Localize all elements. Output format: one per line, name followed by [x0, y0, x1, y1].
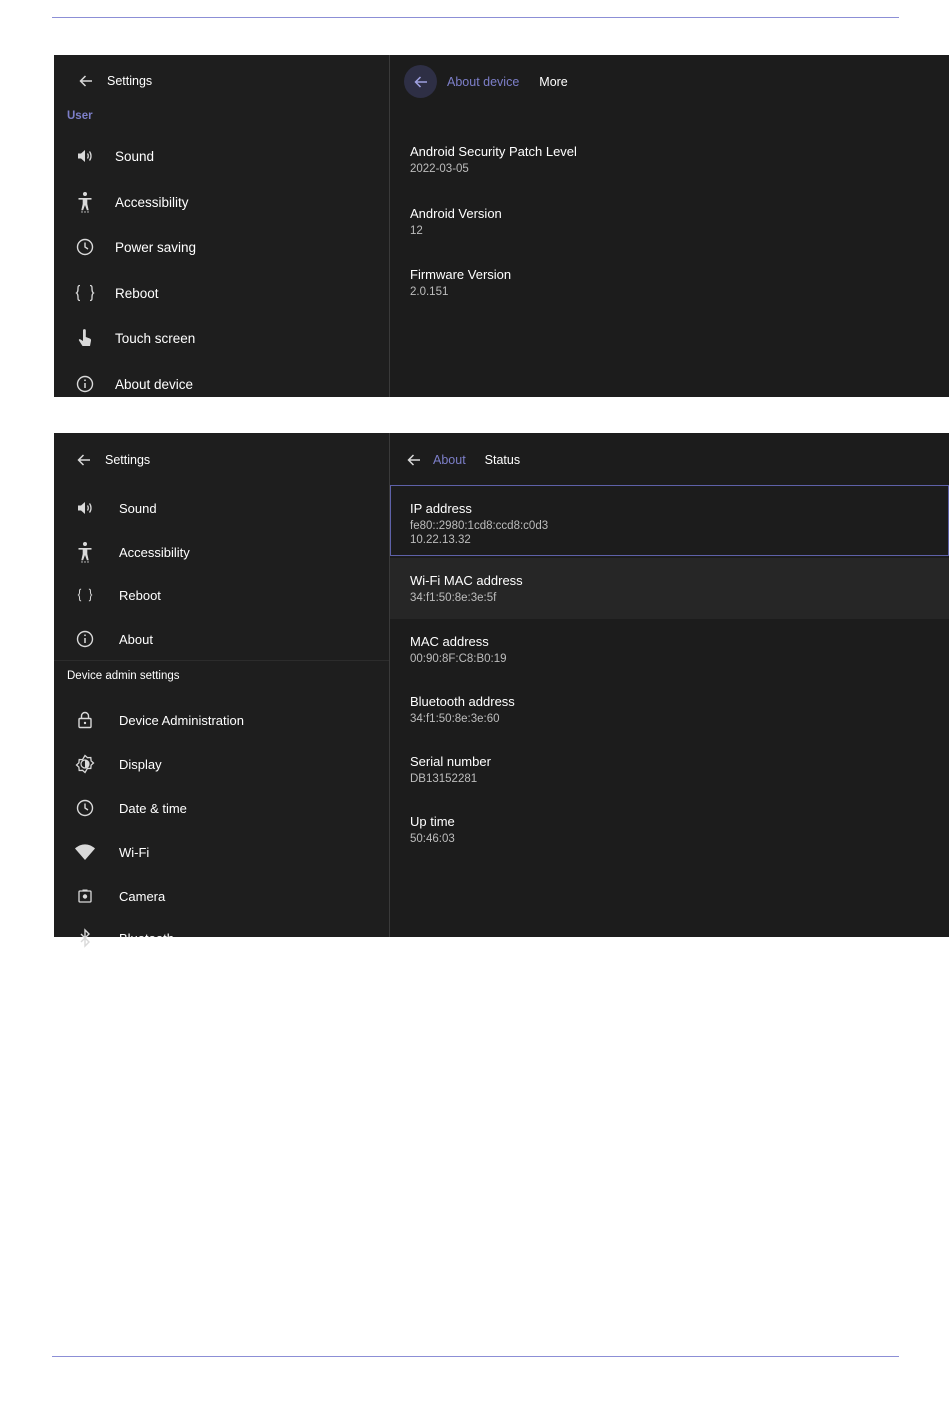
info-item-android-version — [410, 206, 502, 238]
sidebar-item-label: Device Administration — [119, 712, 244, 728]
sidebar-item-label: About device — [115, 376, 194, 392]
info-icon — [72, 373, 98, 395]
back-arrow-icon[interactable] — [74, 450, 94, 470]
section-label-user: User — [67, 110, 93, 122]
sidebar-header — [76, 71, 152, 91]
sidebar-item-bluetooth[interactable] — [72, 923, 379, 953]
sidebar-item-reboot[interactable] — [72, 278, 379, 308]
section-label-device-admin: Device admin settings — [67, 670, 180, 682]
sidebar-item-label: Date & time — [119, 800, 187, 816]
info-value: 2022-03-05 — [410, 163, 469, 175]
accessibility-icon — [72, 191, 98, 213]
info-title: Android Version — [410, 206, 502, 221]
sidebar-item-about-device[interactable] — [72, 369, 379, 399]
breadcrumb[interactable]: About — [433, 453, 466, 467]
sidebar-item-sound[interactable] — [72, 493, 379, 523]
back-arrow-icon[interactable] — [76, 71, 96, 91]
touch-icon — [72, 327, 98, 349]
braces-icon — [72, 282, 98, 304]
page-title: More — [539, 74, 568, 89]
sidebar-item-device-administration[interactable] — [72, 705, 379, 735]
sidebar-item-display[interactable] — [72, 749, 379, 779]
status-row-mac-address[interactable] — [390, 619, 949, 679]
about-device-pane — [390, 55, 949, 397]
brightness-icon — [72, 753, 98, 775]
status-item — [410, 694, 515, 726]
braces-icon — [72, 584, 98, 606]
sidebar-item-label: Bluetooth — [119, 930, 174, 946]
info-title: Up time — [410, 814, 455, 829]
info-value: 12 — [410, 225, 423, 237]
sidebar-item-accessibility[interactable] — [72, 187, 379, 217]
sidebar-item-label: Reboot — [115, 285, 159, 301]
sidebar-item-label: About — [119, 631, 153, 647]
accessibility-icon — [72, 541, 98, 563]
sidebar-item-label: Camera — [119, 888, 166, 904]
status-item — [410, 634, 507, 666]
status-item — [410, 814, 455, 846]
bluetooth-icon — [72, 927, 98, 949]
about-status-screenshot — [54, 433, 949, 946]
about-device-screenshot — [54, 55, 949, 397]
sidebar-item-touch-screen[interactable] — [72, 323, 379, 353]
sidebar-item-label: Display — [119, 756, 162, 772]
sidebar-item-label: Wi-Fi — [119, 844, 150, 860]
info-value: fe80::2980:1cd8:ccd8:c0d3 — [410, 520, 549, 532]
sidebar-header — [74, 450, 150, 470]
status-item — [410, 573, 523, 605]
about-status-pane — [390, 433, 949, 937]
info-value: 34:f1:50:8e:3e:5f — [410, 592, 497, 604]
pane-header — [404, 65, 568, 98]
sidebar-item-camera[interactable] — [72, 881, 379, 911]
info-value: 34:f1:50:8e:3e:60 — [410, 713, 500, 725]
sidebar-item-label: Touch screen — [115, 330, 196, 346]
wifi-icon — [72, 841, 98, 863]
info-value: 50:46:03 — [410, 833, 455, 845]
info-title: Bluetooth address — [410, 694, 515, 709]
sidebar-item-date-time[interactable] — [72, 793, 379, 823]
sidebar-item-reboot[interactable] — [72, 580, 379, 610]
info-item-firmware-version — [410, 267, 511, 299]
status-row-bluetooth-address[interactable] — [390, 679, 949, 739]
settings-sidebar — [54, 433, 390, 946]
status-item — [410, 754, 491, 786]
sidebar-item-label: Reboot — [119, 587, 161, 603]
page-title: Status — [484, 453, 521, 467]
sidebar-item-accessibility[interactable] — [72, 537, 379, 567]
info-title: Wi-Fi MAC address — [410, 573, 523, 588]
status-row-up-time[interactable] — [390, 799, 949, 859]
sidebar-item-power-saving[interactable] — [72, 232, 379, 262]
info-title: IP address — [410, 501, 472, 516]
page-bottom-rule — [52, 1356, 899, 1357]
settings-sidebar — [54, 55, 390, 397]
sidebar-item-label: Sound — [119, 500, 157, 516]
lock-icon — [72, 709, 98, 731]
sidebar-item-sound[interactable] — [72, 141, 379, 171]
pane-header — [404, 450, 520, 470]
sidebar-title: Settings — [105, 453, 151, 467]
breadcrumb[interactable]: About device — [447, 74, 520, 89]
info-icon — [72, 628, 98, 650]
info-title: MAC address — [410, 634, 489, 649]
info-value: 10.22.13.32 — [410, 534, 471, 546]
clock-icon — [72, 797, 98, 819]
sidebar-item-label: Accessibility — [119, 544, 190, 560]
status-item — [410, 501, 548, 547]
clock-icon — [72, 236, 98, 258]
sidebar-item-label: Sound — [115, 148, 155, 164]
sidebar-item-label: Power saving — [115, 239, 197, 255]
info-item-security-patch — [410, 144, 577, 176]
sidebar-item-about[interactable] — [72, 624, 379, 654]
status-row-wifi-mac[interactable] — [390, 558, 949, 619]
volume-icon — [72, 145, 98, 167]
back-arrow-icon[interactable] — [404, 65, 437, 98]
back-arrow-icon[interactable] — [404, 450, 424, 470]
info-title: Serial number — [410, 754, 491, 769]
info-value: DB13152281 — [410, 773, 478, 785]
status-row-serial-number[interactable] — [390, 739, 949, 799]
info-value: 00:90:8F:C8:B0:19 — [410, 653, 507, 665]
info-title: Android Security Patch Level — [410, 144, 577, 159]
camera-icon — [72, 885, 98, 907]
info-value: 2.0.151 — [410, 286, 449, 298]
volume-icon — [72, 497, 98, 519]
sidebar-item-wifi[interactable] — [72, 837, 379, 867]
page-top-rule — [52, 17, 899, 18]
info-title: Firmware Version — [410, 267, 512, 282]
sidebar-item-label: Accessibility — [115, 194, 189, 210]
status-row-ip-address[interactable] — [390, 485, 949, 556]
sidebar-title: Settings — [107, 74, 153, 88]
section-divider — [54, 660, 389, 661]
